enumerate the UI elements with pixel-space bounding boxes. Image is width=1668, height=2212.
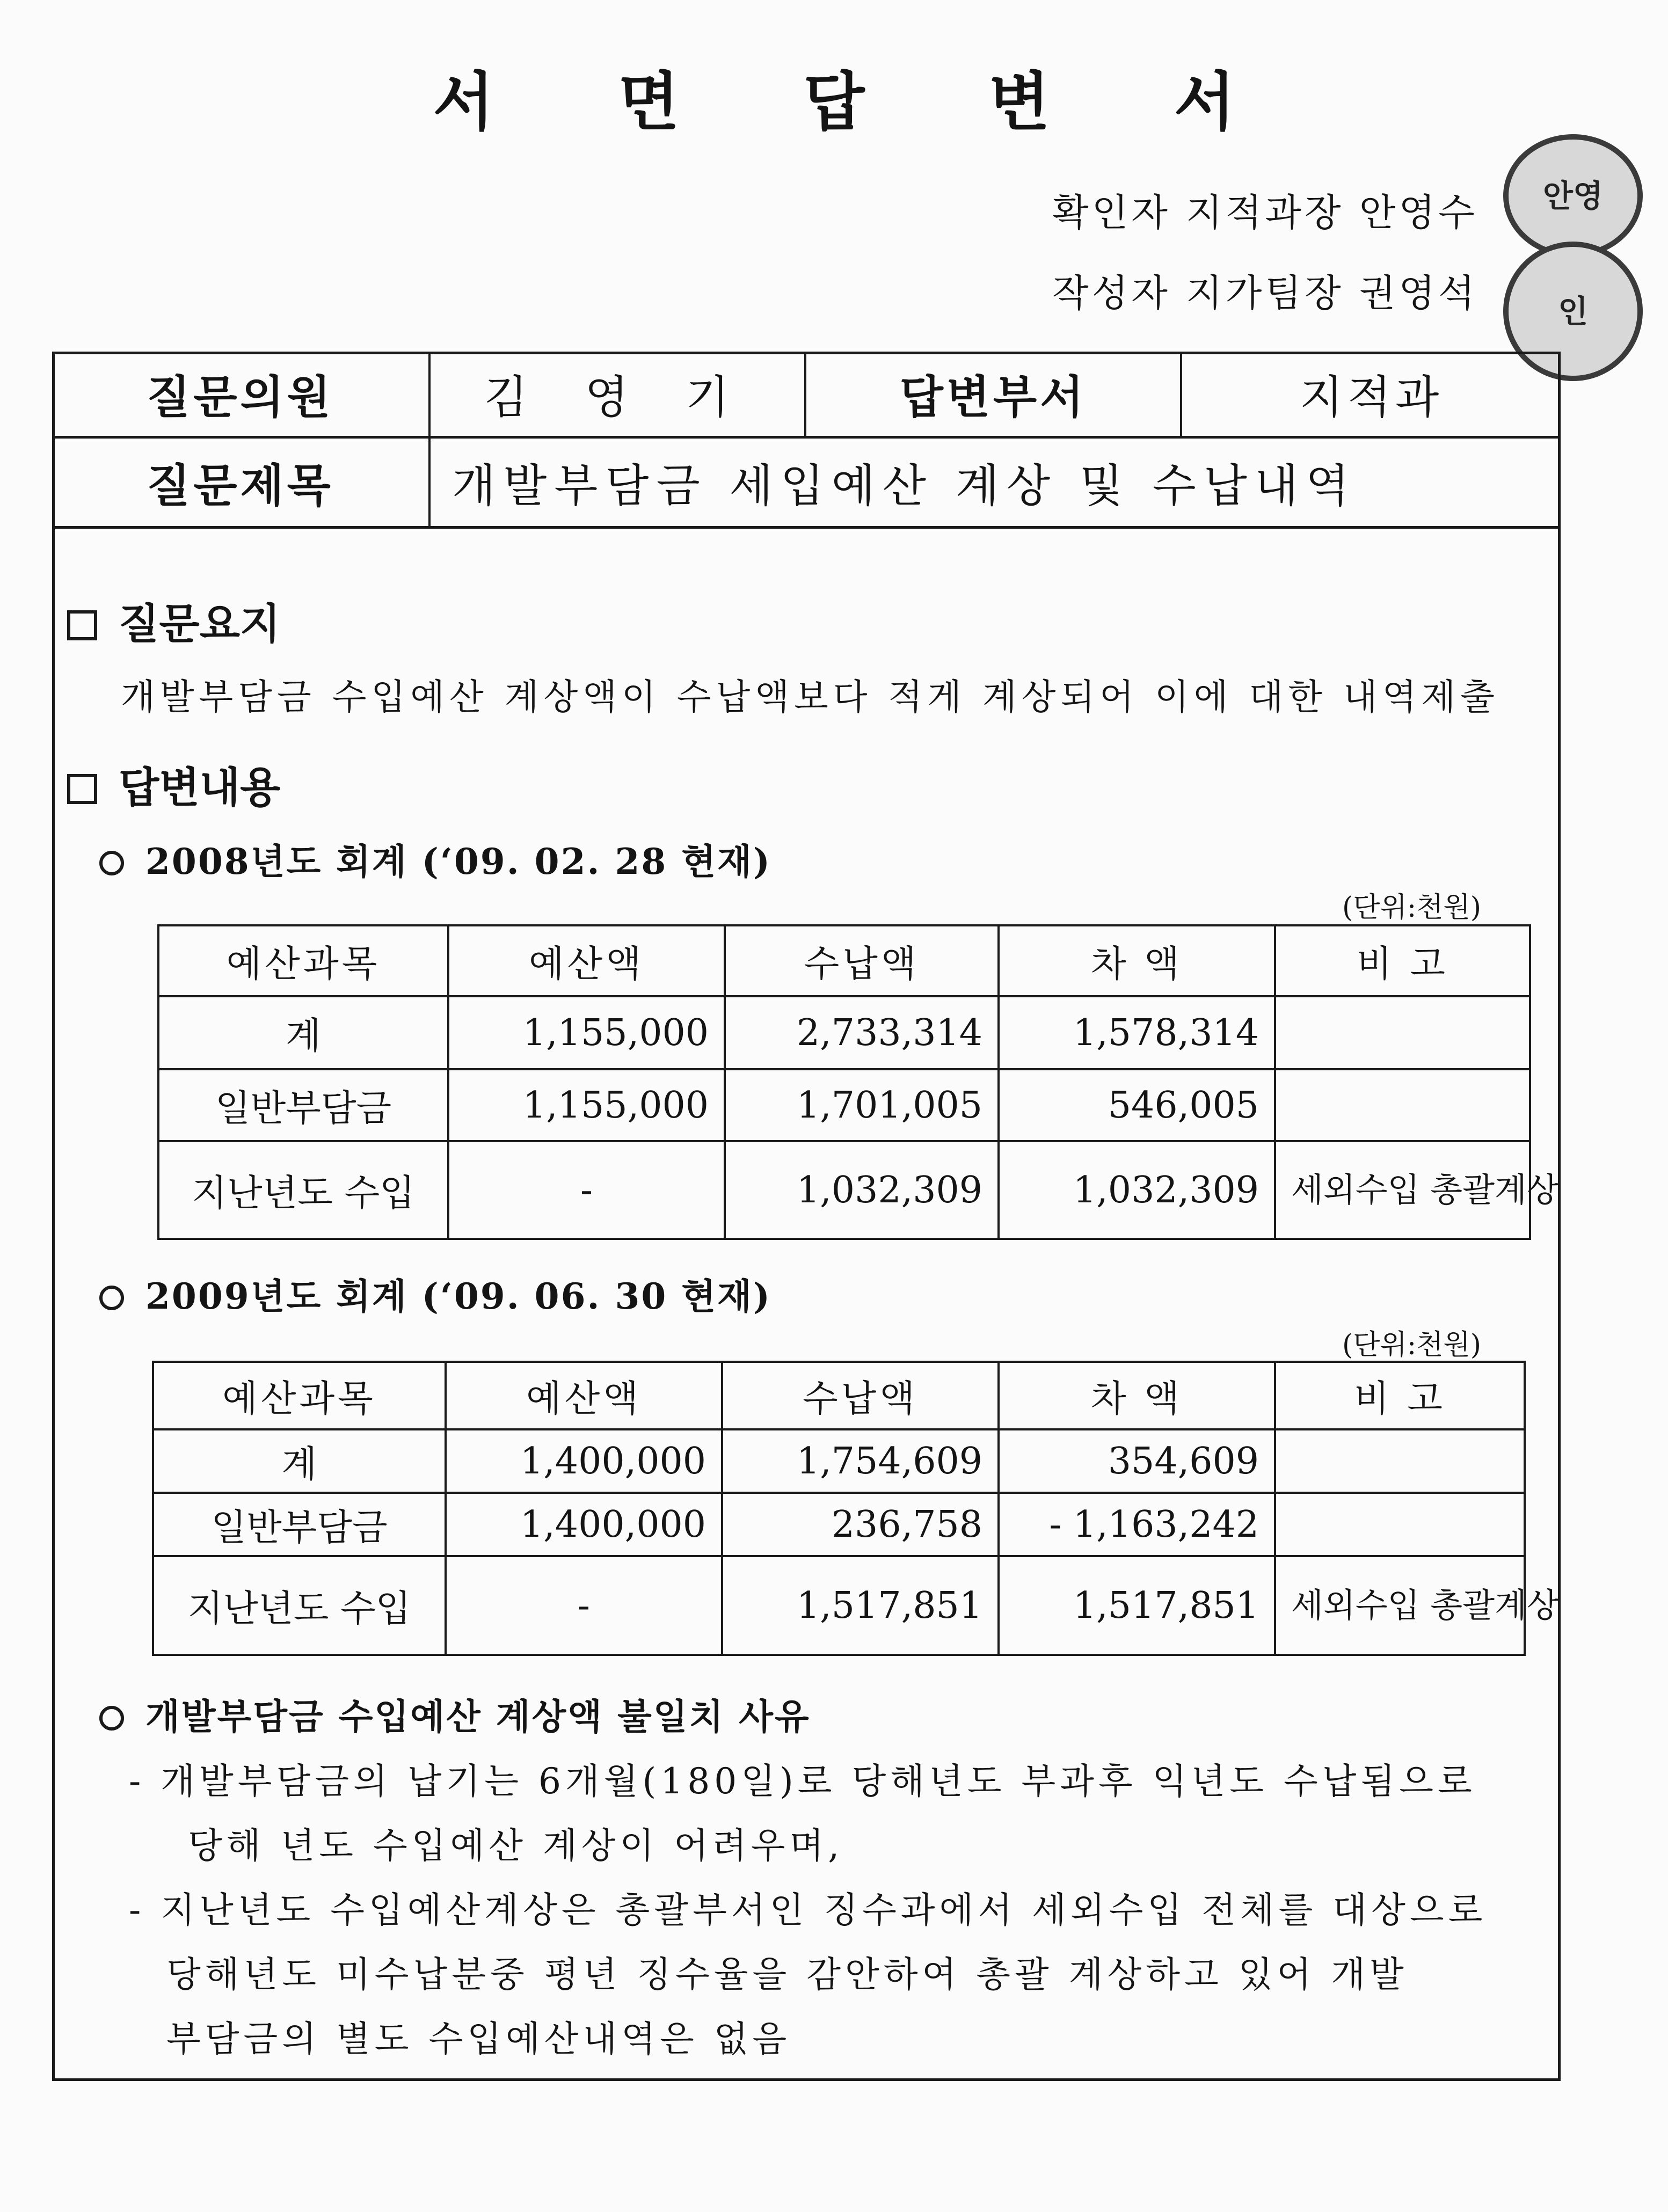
cell-budget: - — [446, 1556, 722, 1655]
questioner-name: 김 영 기 — [431, 352, 806, 436]
cell-diff: - 1,163,242 — [999, 1493, 1275, 1556]
cell-item: 계 — [153, 1429, 446, 1493]
header-row-questioner — [52, 352, 1561, 439]
checkbox-square-icon — [67, 610, 97, 640]
column-header: 수납액 — [725, 925, 999, 996]
table-header-row — [153, 1362, 1525, 1429]
subject-text: 개발부담금 세입예산 계상 및 수납내역 — [452, 459, 1357, 512]
circle-bullet-icon — [99, 851, 124, 875]
cell-item: 지난년도 수입 — [153, 1556, 446, 1655]
cell-diff: 1,517,851 — [999, 1556, 1275, 1655]
seal-text: 인 — [1557, 293, 1589, 330]
reason-line-3: - 지난년도 수입예산계상은 총괄부서인 징수과에서 세외수입 전체를 대상으로 — [129, 1889, 1487, 1931]
column-header: 비 고 — [1275, 925, 1530, 996]
summary-heading-text: 질문요지 — [119, 600, 281, 648]
reason-line-4: 당해년도 미수납분중 평년 징수율을 감안하여 총괄 계상하고 있어 개발 — [166, 1954, 1408, 1995]
writer-line: 작성자 지가팀장 권영석 — [1052, 271, 1478, 315]
reason-heading — [99, 1688, 811, 1739]
table-header-row — [158, 925, 1530, 996]
subject-label: 질문제목 — [52, 439, 431, 526]
table-2009 — [152, 1361, 1559, 1656]
confirmer-line: 확인자 지적과장 안영수 — [1052, 191, 1478, 235]
column-header: 비 고 — [1275, 1362, 1525, 1429]
cell-diff: 354,609 — [999, 1429, 1275, 1493]
cell-note: 세외수입 총괄계상 — [1275, 1141, 1530, 1239]
cell-budget: - — [448, 1141, 725, 1239]
table-row — [153, 1429, 1525, 1493]
cell-received: 1,754,609 — [722, 1429, 999, 1493]
table-row — [158, 996, 1530, 1069]
summary-text: 개발부담금 수입예산 계상액이 수납액보다 적게 계상되어 이에 대한 내역제출 — [121, 676, 1500, 718]
cell-note — [1275, 1429, 1525, 1493]
seal-stamp-top — [1503, 134, 1643, 258]
seal-text: 안영 — [1542, 177, 1604, 214]
cell-item: 일반부담금 — [153, 1493, 446, 1556]
cell-note — [1275, 1493, 1525, 1556]
cell-diff: 1,032,309 — [999, 1141, 1275, 1239]
table-row — [153, 1556, 1525, 1655]
dept-name: 지적과 — [1299, 371, 1444, 424]
column-header: 차 액 — [999, 925, 1275, 996]
cell-note — [1275, 1069, 1530, 1141]
table2-unit: (단위:천원) — [1342, 1329, 1482, 1361]
cell-item: 계 — [158, 996, 448, 1069]
cell-received: 1,517,851 — [722, 1556, 999, 1655]
cell-item: 지난년도 수입 — [158, 1141, 448, 1239]
cell-diff: 546,005 — [999, 1069, 1275, 1141]
questioner-label: 질문의원 — [52, 352, 431, 436]
summary-heading — [67, 590, 280, 651]
cell-note: 세외수입 총괄계상 — [1275, 1556, 1525, 1655]
cell-received: 2,733,314 — [725, 996, 999, 1069]
cell-budget: 1,400,000 — [446, 1429, 722, 1493]
table1-caption — [99, 833, 771, 884]
cell-diff: 1,578,314 — [999, 996, 1275, 1069]
cell-received: 236,758 — [722, 1493, 999, 1556]
table-row — [158, 1069, 1530, 1141]
column-header: 예산과목 — [158, 925, 448, 996]
table-row — [153, 1493, 1525, 1556]
cell-received: 1,701,005 — [725, 1069, 999, 1141]
document-title: 서 면 답 변 서 — [433, 64, 1286, 139]
answer-heading — [67, 754, 280, 814]
table2-caption-text: 2009년도 회계 (‘09. 06. 30 현재) — [145, 1275, 772, 1317]
column-header: 예산액 — [446, 1362, 722, 1429]
table1-unit: (단위:천원) — [1342, 892, 1482, 924]
checkbox-square-icon — [67, 774, 97, 804]
reason-line-1: - 개발부담금의 납기는 6개월(180일)로 당해년도 부과후 익년도 수납됨으로 — [129, 1761, 1476, 1802]
cell-item: 일반부담금 — [158, 1069, 448, 1141]
dept-label: 답변부서 — [806, 352, 1182, 436]
cell-budget: 1,400,000 — [446, 1493, 722, 1556]
answer-heading-text: 답변내용 — [119, 763, 281, 812]
cell-note — [1275, 996, 1530, 1069]
reason-line-5: 부담금의 별도 수입예산내역은 없음 — [166, 2018, 791, 2060]
column-header: 수납액 — [722, 1362, 999, 1429]
column-header: 예산과목 — [153, 1362, 446, 1429]
cell-budget: 1,155,000 — [448, 996, 725, 1069]
cell-budget: 1,155,000 — [448, 1069, 725, 1141]
header-row-subject — [52, 439, 1561, 529]
cell-received: 1,032,309 — [725, 1141, 999, 1239]
table2-caption — [99, 1268, 771, 1319]
table-row — [158, 1141, 1530, 1239]
reason-line-2: 당해 년도 수입예산 계상이 어려우며, — [188, 1825, 844, 1866]
column-header: 차 액 — [999, 1362, 1275, 1429]
reason-heading-text: 개발부담금 수입예산 계상액 불일치 사유 — [145, 1696, 811, 1738]
column-header: 예산액 — [448, 925, 725, 996]
table-2008 — [157, 924, 1559, 1240]
table1-caption-text: 2008년도 회계 (‘09. 02. 28 현재) — [145, 841, 772, 882]
circle-bullet-icon — [99, 1706, 124, 1731]
circle-bullet-icon — [99, 1286, 124, 1310]
